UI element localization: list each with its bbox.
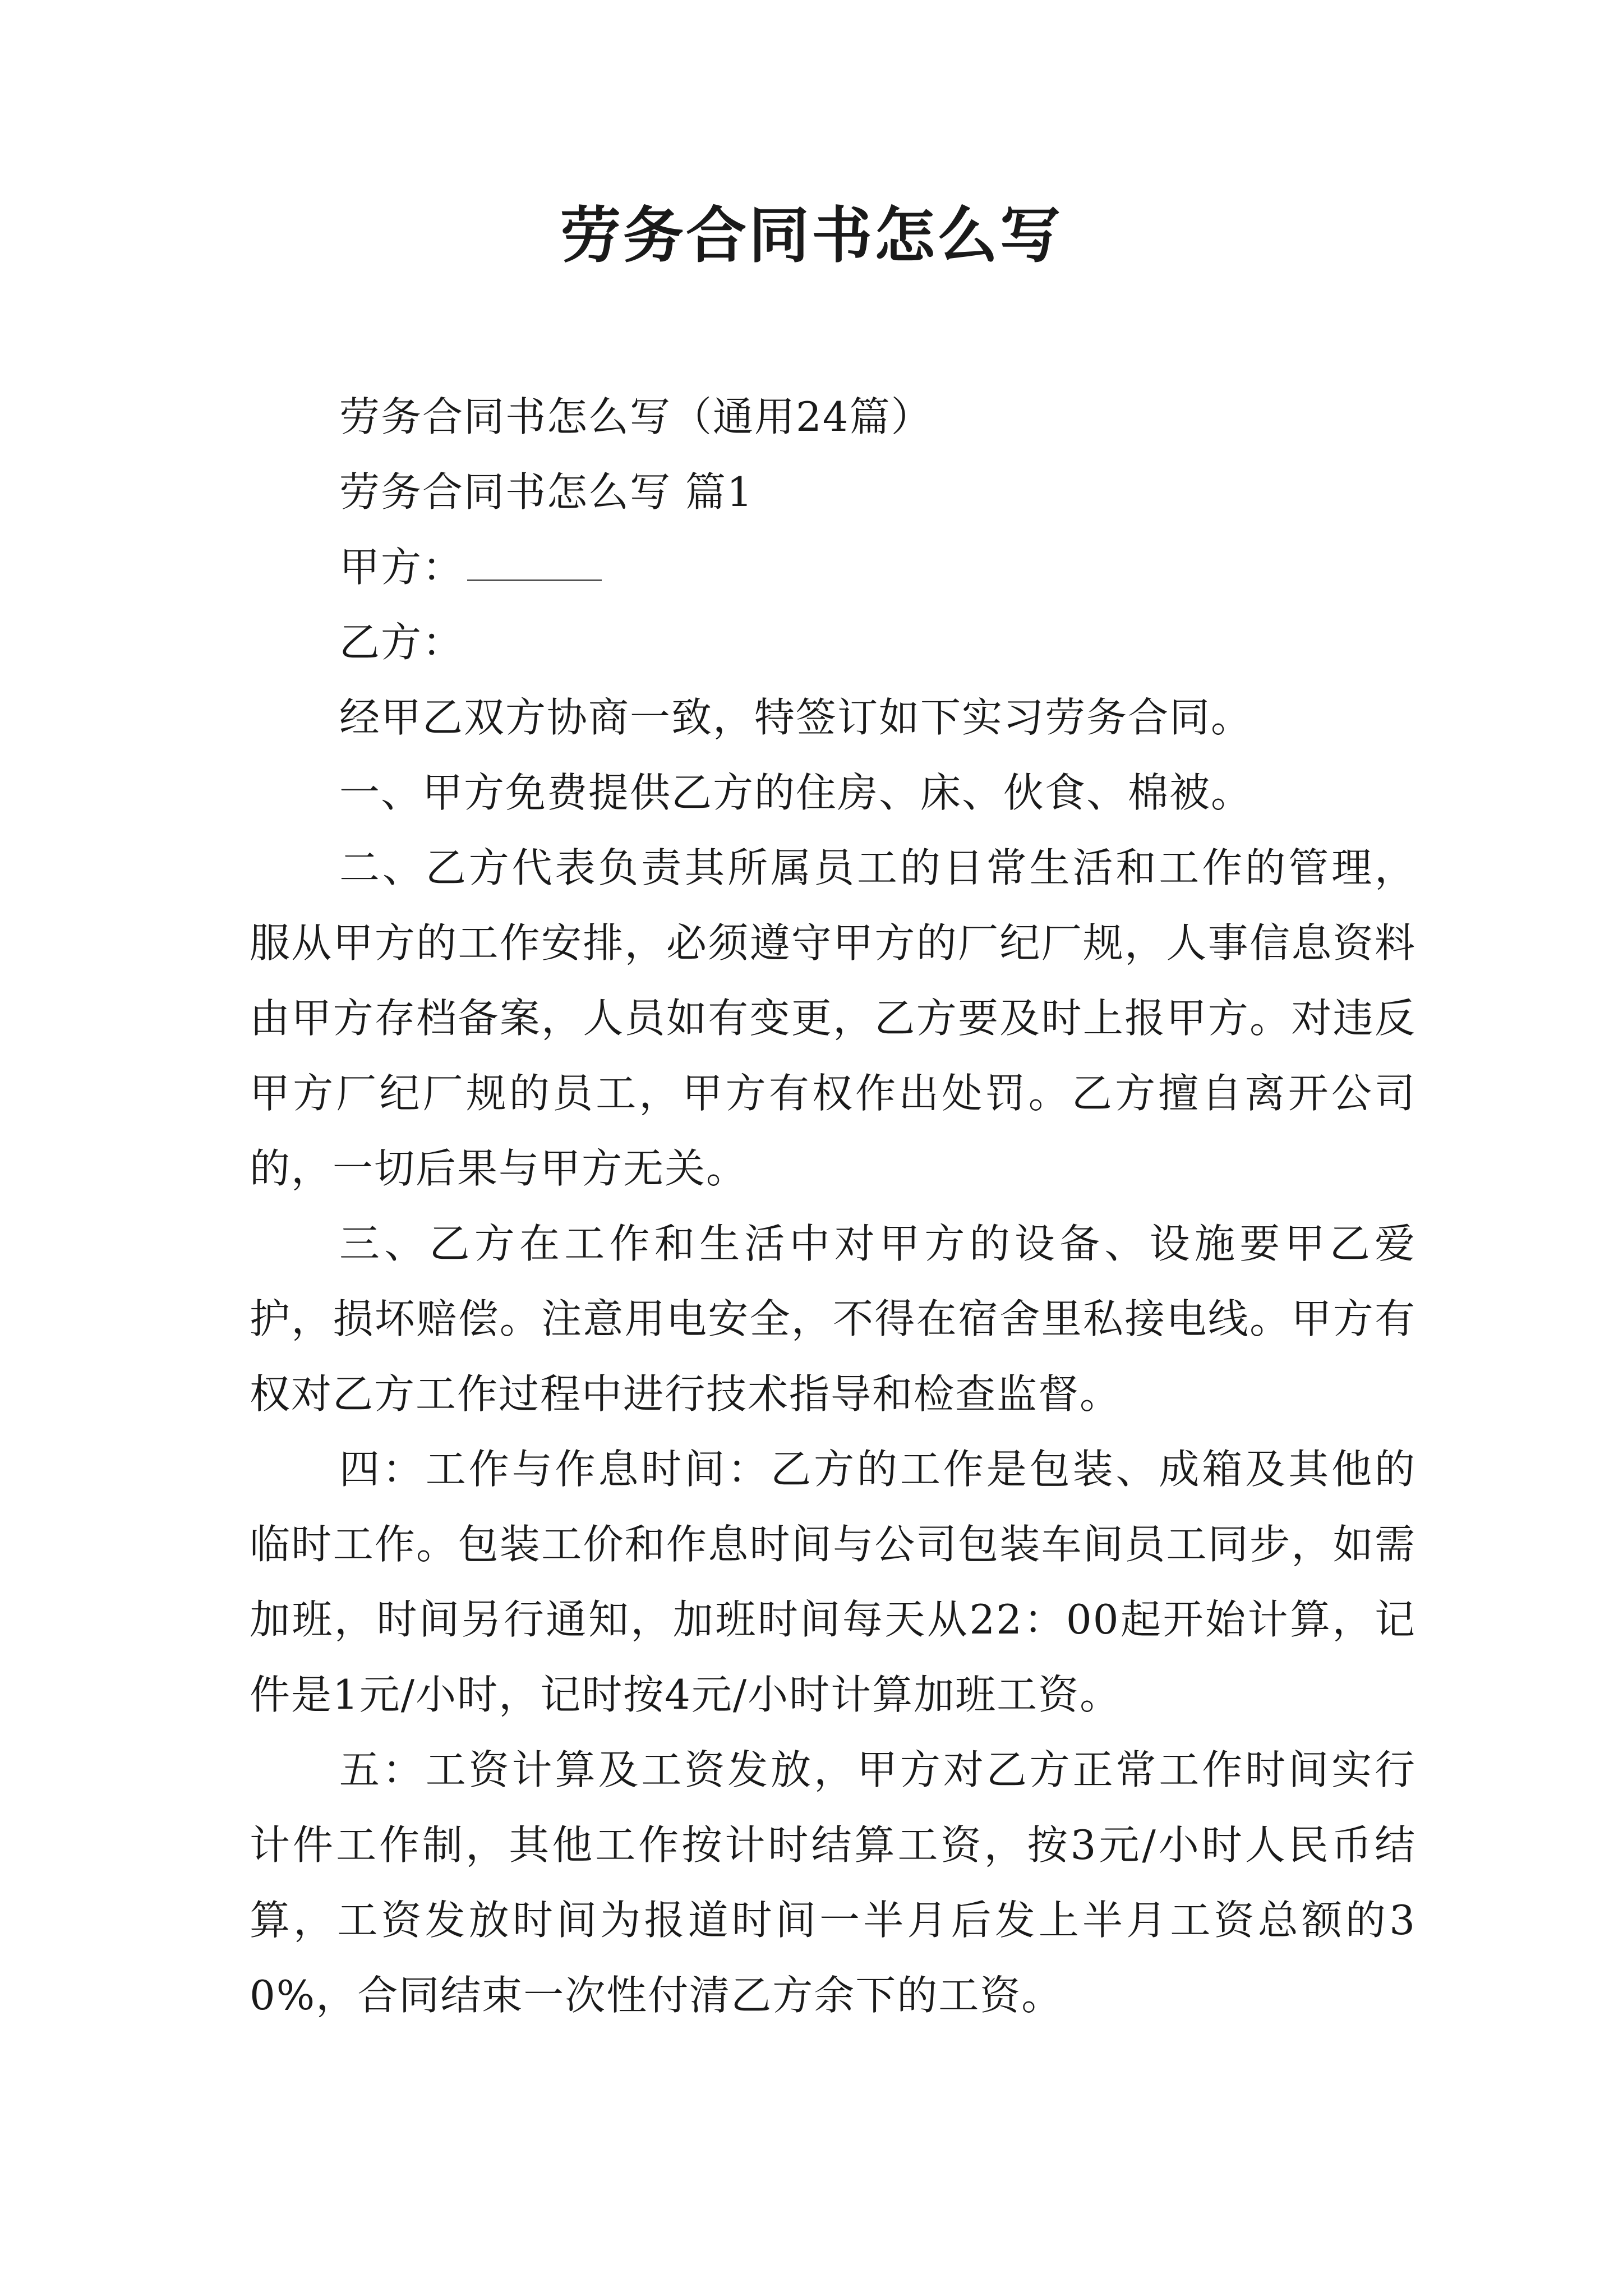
subtitle-paragraph: 劳务合同书怎么写（通用24篇） bbox=[339, 393, 933, 440]
agreement-intro: 经甲乙双方协商一致，特签订如下实习劳务合同。 bbox=[339, 694, 1253, 741]
clause-1: 一、甲方免费提供乙方的住房、床、伙食、棉被。 bbox=[339, 769, 1253, 816]
party-a-blank bbox=[467, 540, 602, 581]
party-a-line bbox=[250, 530, 1416, 605]
party-a-label: 甲方： bbox=[339, 544, 464, 591]
section-heading: 劳务合同书怎么写 篇1 bbox=[339, 468, 754, 516]
document-title: 劳务合同书怎么写 bbox=[560, 200, 1063, 271]
clause-3: 三、乙方在工作和生活中对甲方的设备、设施要甲乙爱护，损坏赔偿。注意用电安全，不得在宿舍里私接电线。甲方有权对乙方工作过程中进行技术指导和检查监督。 bbox=[250, 1220, 1416, 1418]
clause-5: 五：工资计算及工资发放，甲方对乙方正常工作时间实行计件工作制，其他工作按计时结算工资，按3元/小时人民币结算，工资发放时间为报道时间一半月后发上半月工资总额的30%，合同结束一次性付清乙方余下的工资。 bbox=[250, 1746, 1416, 2019]
party-b-line: 乙方： bbox=[339, 619, 464, 666]
document-body bbox=[250, 379, 1416, 2033]
clause-2: 二、乙方代表负责其所属员工的日常生活和工作的管理，服从甲方的工作安排，必须遵守甲方的厂纪厂规，人事信息资料由甲方存档备案，人员如有变更，乙方要及时上报甲方。对违反甲方厂纪厂规的员工，甲方有权作出处罚。乙方擅自离开公司的，一切后果与甲方无关。 bbox=[250, 844, 1416, 1192]
clause-4: 四：工作与作息时间：乙方的工作是包装、成箱及其他的临时工作。包装工价和作息时间与公司包装车间员工同步，如需加班，时间另行通知，加班时间每天从22：00起开始计算，记件是1元/小时，记时按4元/小时计算加班工资。 bbox=[250, 1446, 1416, 1718]
